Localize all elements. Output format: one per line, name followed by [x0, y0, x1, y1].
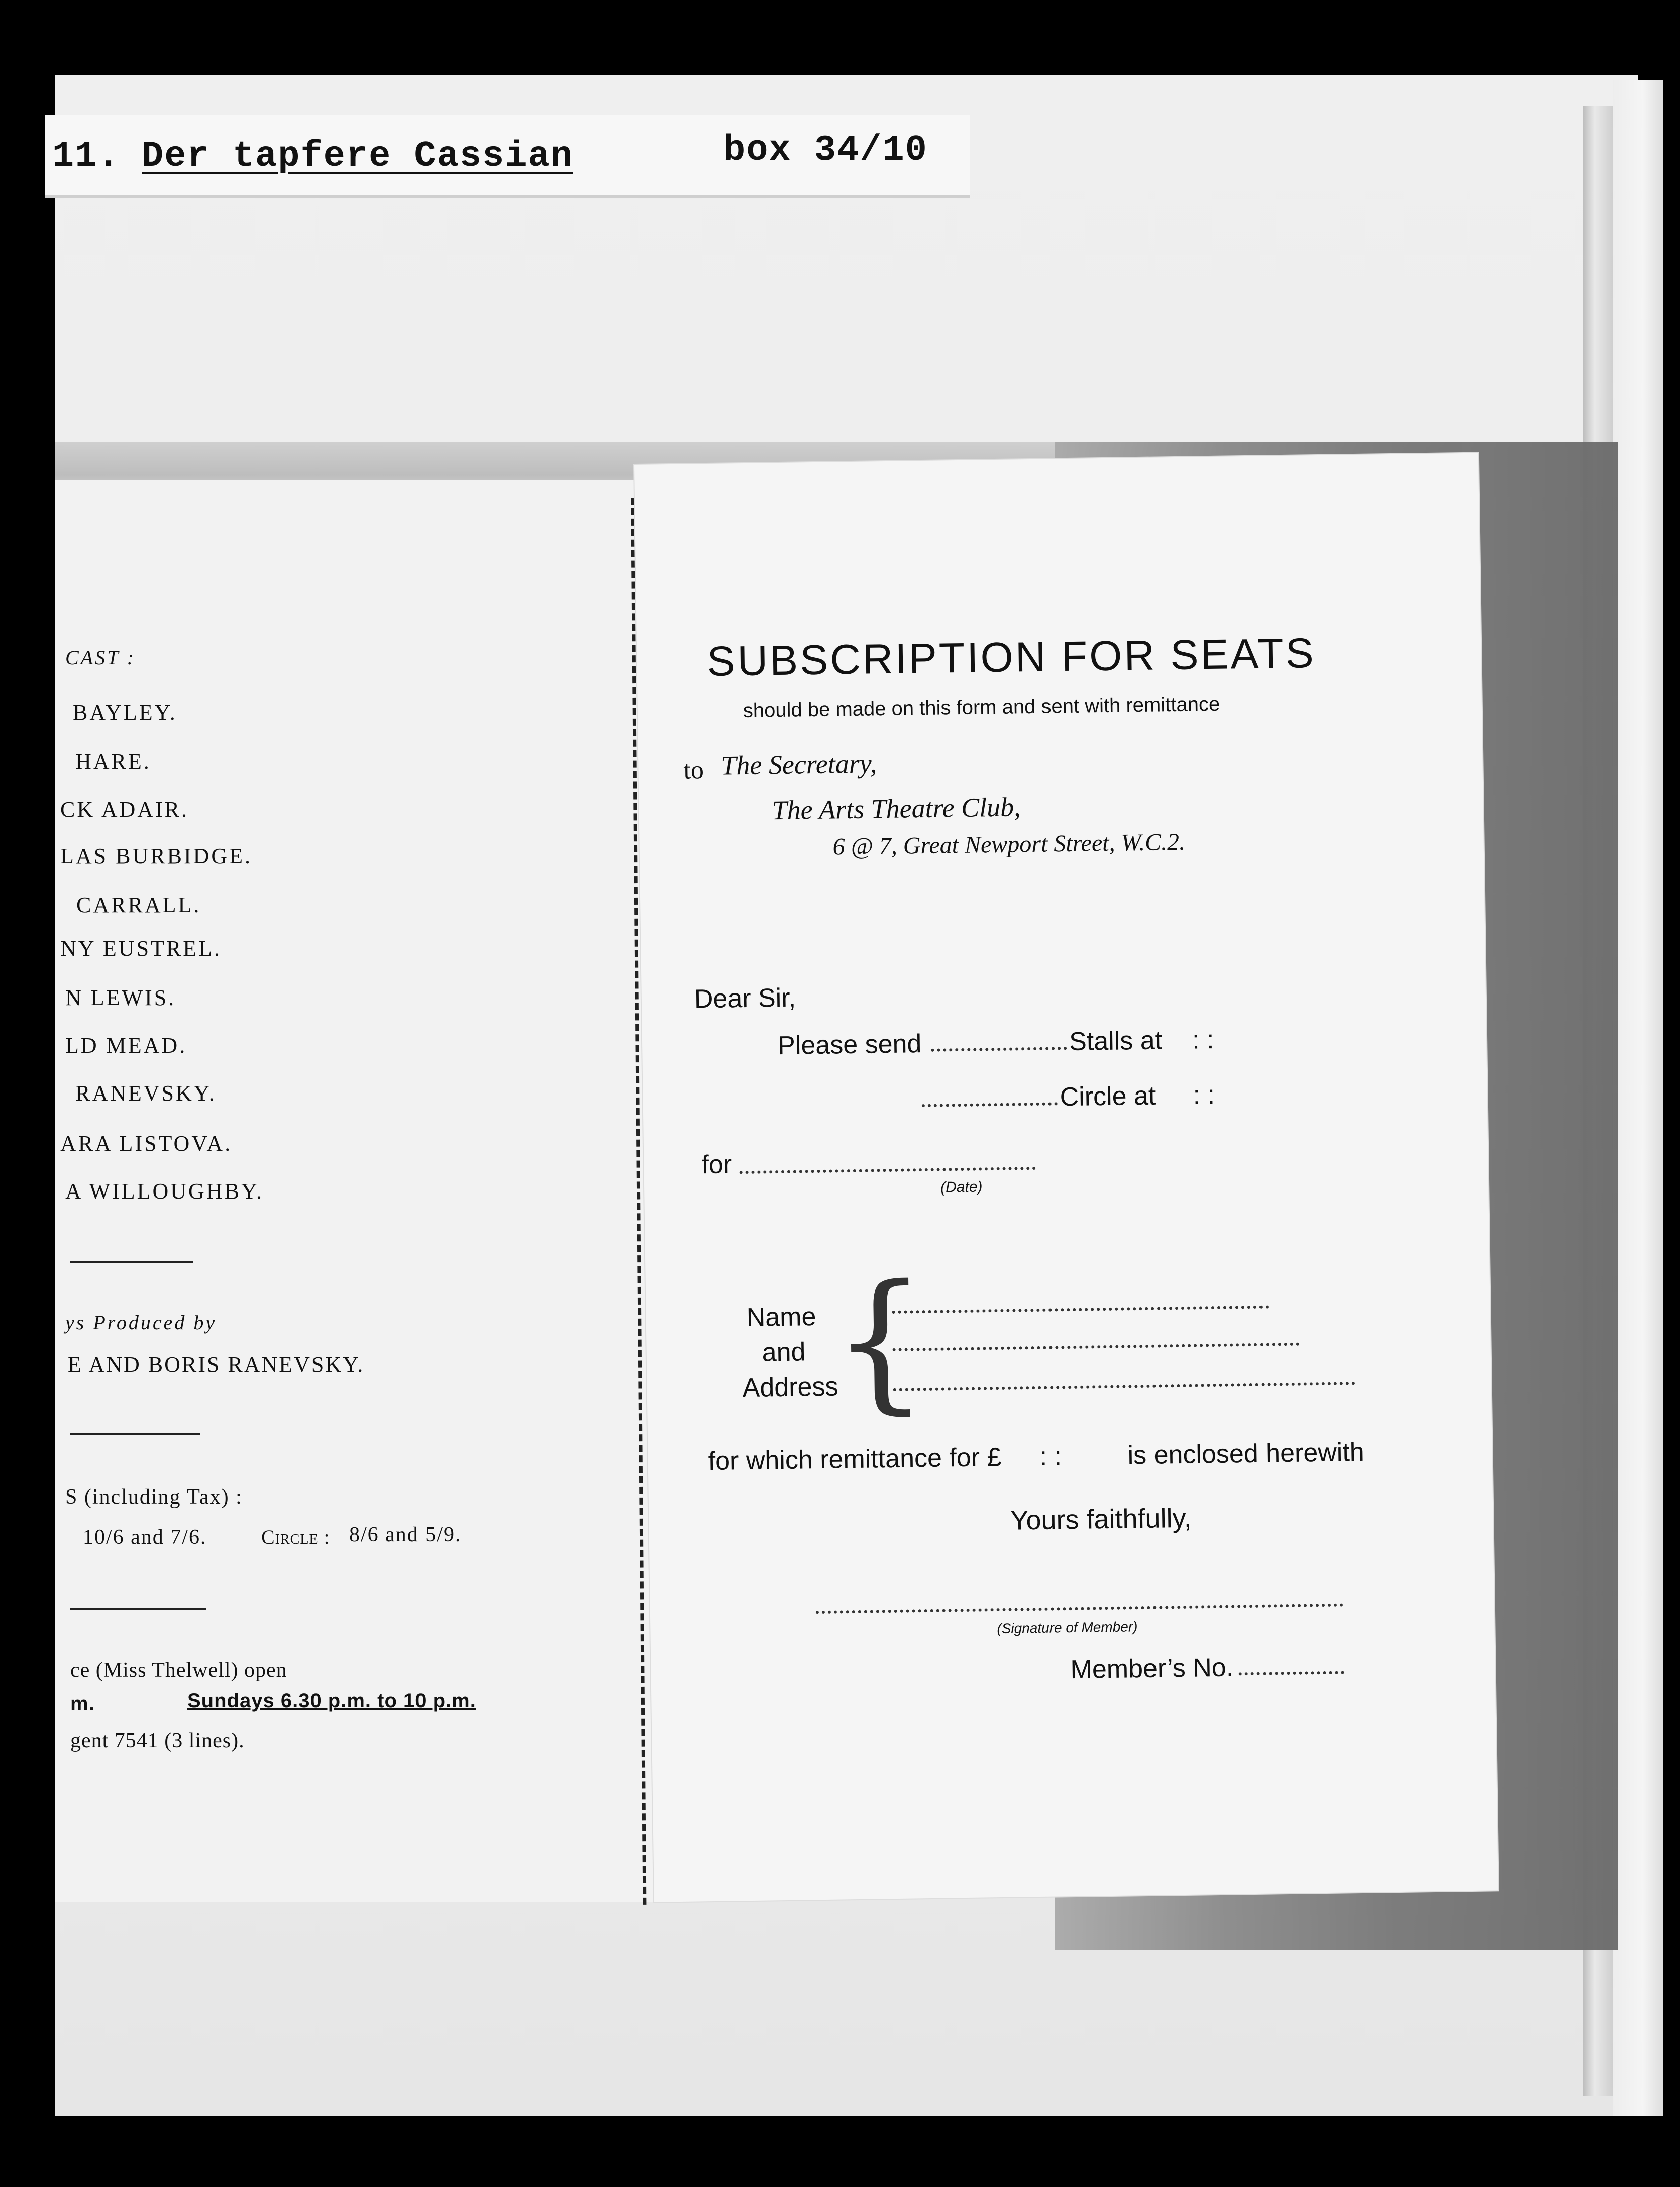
addressee: The Secretary,: [720, 748, 877, 781]
cast-line: LD MEAD.: [65, 1033, 187, 1058]
label-number: 11.: [52, 136, 121, 177]
circle-at: Circle at: [1060, 1081, 1156, 1112]
label-box: box 34/10: [723, 130, 928, 171]
cast-line: RANEVSKY.: [75, 1081, 217, 1106]
form-title: SUBSCRIPTION FOR SEATS: [706, 629, 1316, 685]
date-field[interactable]: [740, 1167, 1036, 1174]
name-label: Name: [746, 1302, 816, 1333]
signature-field[interactable]: [816, 1604, 1343, 1614]
produced-by: ys Produced by: [65, 1311, 217, 1334]
section-divider: [70, 1433, 200, 1435]
remittance-separators: : :: [1039, 1442, 1062, 1471]
hours-left: m.: [70, 1693, 95, 1715]
remittance-text: for which remittance for £: [708, 1442, 1002, 1476]
backing-sheet-edge: [1613, 80, 1663, 2116]
closing: Yours faithfully,: [1010, 1503, 1192, 1536]
section-divider: [70, 1261, 193, 1263]
date-label: (Date): [940, 1178, 983, 1196]
prices-heading: S (including Tax) :: [65, 1485, 243, 1509]
producers: E AND BORIS RANEVSKY.: [68, 1352, 365, 1377]
label-title: Der tapfere Cassian: [142, 136, 573, 177]
cast-line: CARRALL.: [76, 892, 201, 917]
cast-line: CK ADAIR.: [60, 797, 189, 822]
to-word: to: [683, 756, 704, 785]
cast-line: NY EUSTREL.: [60, 936, 222, 961]
hours-sunday: Sundays 6.30 p.m. to 10 p.m.: [187, 1689, 476, 1712]
quantity-field-stalls[interactable]: [931, 1047, 1067, 1052]
please-send: Please send: [777, 1029, 922, 1061]
cast-line: N LEWIS.: [65, 985, 176, 1010]
member-no-label: Member’s No.: [1070, 1653, 1234, 1685]
member-no-field[interactable]: [1239, 1671, 1344, 1675]
address-field-2[interactable]: [893, 1382, 1355, 1391]
address-label: Address: [742, 1372, 838, 1403]
cast-heading: CAST :: [65, 646, 136, 669]
cast-line: ARA LISTOVA.: [60, 1131, 233, 1156]
circle-price-separators: : :: [1193, 1080, 1215, 1110]
archive-label: [45, 115, 970, 198]
section-divider: [70, 1608, 206, 1610]
brace-icon: {: [830, 1252, 929, 1429]
phone-line: gent 7541 (3 lines).: [70, 1729, 245, 1752]
prices-circle-label: Circle :: [261, 1526, 330, 1548]
cast-line: LAS BURBIDGE.: [60, 844, 253, 868]
for-label: for: [701, 1150, 732, 1180]
remittance-enclosed: is enclosed herewith: [1127, 1437, 1365, 1470]
quantity-field-circle[interactable]: [922, 1102, 1058, 1107]
prices-circle: 8/6 and 5/9.: [349, 1523, 462, 1546]
form-subtitle: should be made on this form and sent with remittance: [743, 692, 1220, 722]
cast-line: BAYLEY.: [73, 700, 177, 725]
cast-line: A WILLOUGHBY.: [65, 1179, 264, 1204]
prices-stalls: 10/6 and 7/6.: [83, 1526, 207, 1549]
and-label: and: [762, 1337, 806, 1367]
name-field[interactable]: [892, 1306, 1269, 1314]
cast-line: HARE.: [75, 749, 151, 774]
club-street: 6 @ 7, Great Newport Street, W.C.2.: [832, 828, 1186, 860]
subscription-form: [634, 453, 1498, 1902]
box-office-line: ce (Miss Thelwell) open: [70, 1659, 287, 1682]
address-field-1[interactable]: [893, 1343, 1300, 1351]
stalls-price-separators: : :: [1192, 1025, 1214, 1055]
salutation: Dear Sir,: [694, 983, 796, 1014]
club-name: The Arts Theatre Club,: [772, 791, 1021, 826]
signature-label: (Signature of Member): [997, 1619, 1138, 1637]
stalls-at: Stalls at: [1069, 1026, 1163, 1057]
